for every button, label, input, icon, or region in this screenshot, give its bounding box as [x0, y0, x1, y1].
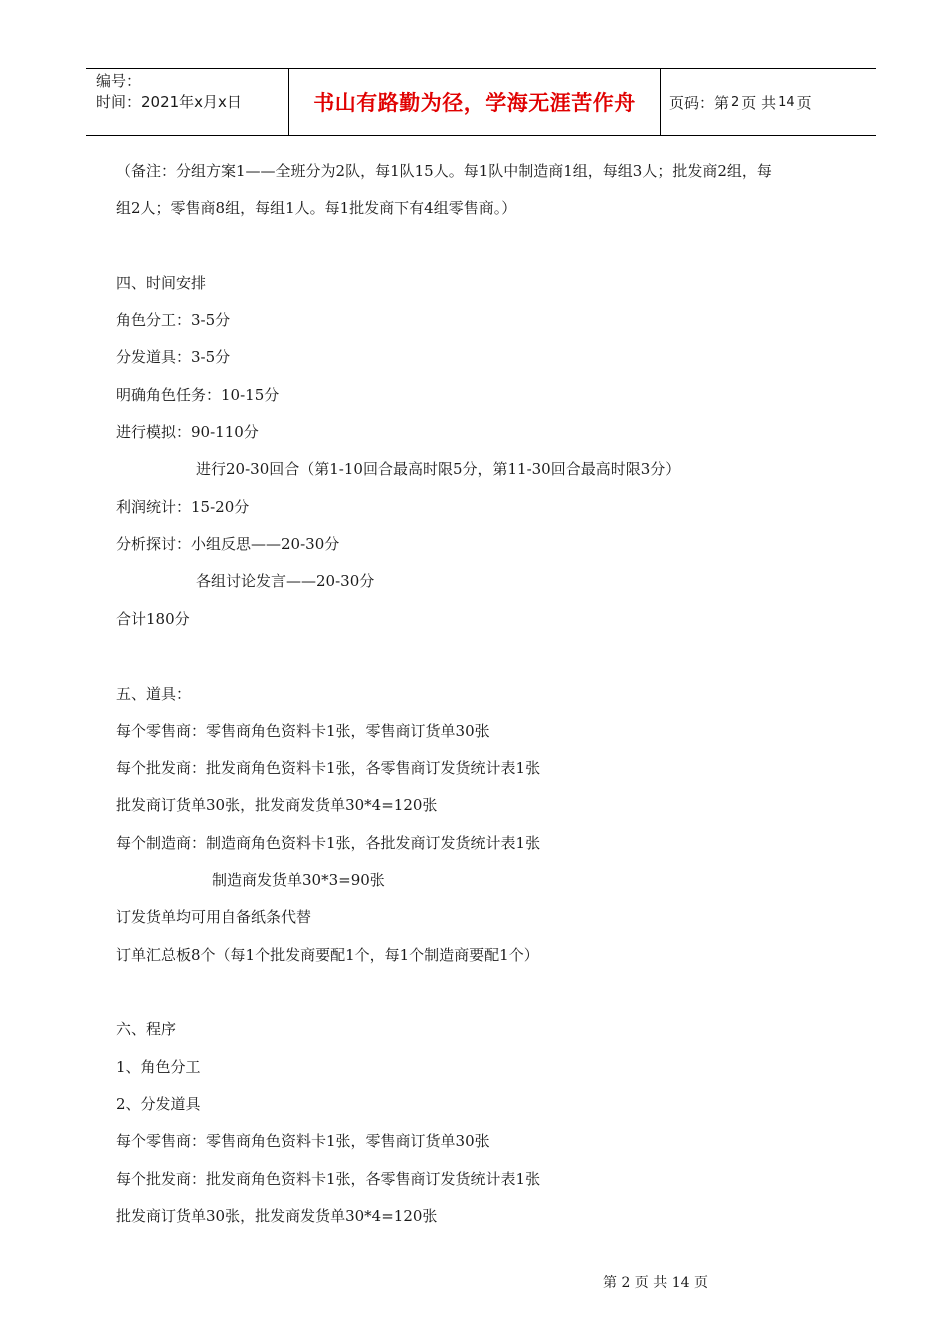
s4-line-3: 明确角色任务：10-15分	[116, 386, 280, 404]
section-4-title: 四、时间安排	[116, 274, 207, 292]
page-header	[86, 68, 876, 136]
note-line-2: 组2人；零售商8组，每组1人。每1批发商下有4组零售商。）	[116, 199, 517, 217]
page-footer: 第 2 页 共 14 页	[603, 1275, 708, 1291]
s4-line-5: 进行20-30回合（第1-10回合最高时限5分，第11-30回合最高时限3分）	[196, 460, 681, 478]
s5-line-4: 每个制造商：制造商角色资料卡1张，各批发商订发货统计表1张	[116, 834, 541, 852]
s4-line-1: 角色分工：3-5分	[116, 311, 231, 329]
s4-line-4: 进行模拟：90-110分	[116, 423, 259, 441]
s6-line-3: 每个零售商：零售商角色资料卡1张，零售商订货单30张	[116, 1132, 490, 1150]
s5-line-7: 订单汇总板8个（每1个批发商要配1个，每1个制造商要配1个）	[116, 946, 539, 964]
header-motto	[288, 69, 661, 135]
s4-line-7: 分析探讨：小组反思——20-30分	[116, 535, 340, 553]
s5-line-6: 订发货单均可用自备纸条代替	[116, 908, 312, 926]
s6-line-1: 1、角色分工	[116, 1058, 201, 1076]
s5-line-2: 每个批发商：批发商角色资料卡1张，各零售商订发货统计表1张	[116, 759, 541, 777]
section-6-title: 六、程序	[116, 1020, 177, 1038]
page-mid: 页 共	[741, 93, 777, 112]
header-page-number	[661, 69, 876, 135]
note-line-1: （备注：分组方案1——全班分为2队，每1队15人。每1队中制造商1组，每组3人；批发商2组，每	[116, 162, 772, 180]
s4-line-2: 分发道具：3-5分	[116, 348, 231, 366]
page-suffix: 页	[796, 93, 812, 112]
s6-line-5: 批发商订货单30张，批发商发货单30*4=120张	[116, 1207, 438, 1225]
page-prefix: 页码：第	[669, 93, 730, 112]
s5-line-3: 批发商订货单30张，批发商发货单30*4=120张	[116, 796, 438, 814]
page-total: 14	[778, 94, 795, 110]
time-label: 时间：2021年x月x日	[96, 93, 242, 111]
serial-label: 编号：	[96, 72, 142, 90]
s6-line-2: 2、分发道具	[116, 1095, 201, 1113]
motto-text: 书山有路勤为径，学海无涯苦作舟	[313, 91, 636, 115]
s5-line-1: 每个零售商：零售商角色资料卡1张，零售商订货单30张	[116, 722, 490, 740]
section-5-title: 五、道具：	[116, 685, 192, 703]
s4-line-9: 合计180分	[116, 610, 190, 628]
s6-line-4: 每个批发商：批发商角色资料卡1张，各零售商订发货统计表1张	[116, 1170, 541, 1188]
s5-line-5: 制造商发货单30*3=90张	[212, 871, 385, 889]
s4-line-6: 利润统计：15-20分	[116, 498, 250, 516]
s4-line-8: 各组讨论发言——20-30分	[196, 572, 375, 590]
page-current: 2	[731, 94, 740, 110]
header-meta	[86, 69, 288, 135]
